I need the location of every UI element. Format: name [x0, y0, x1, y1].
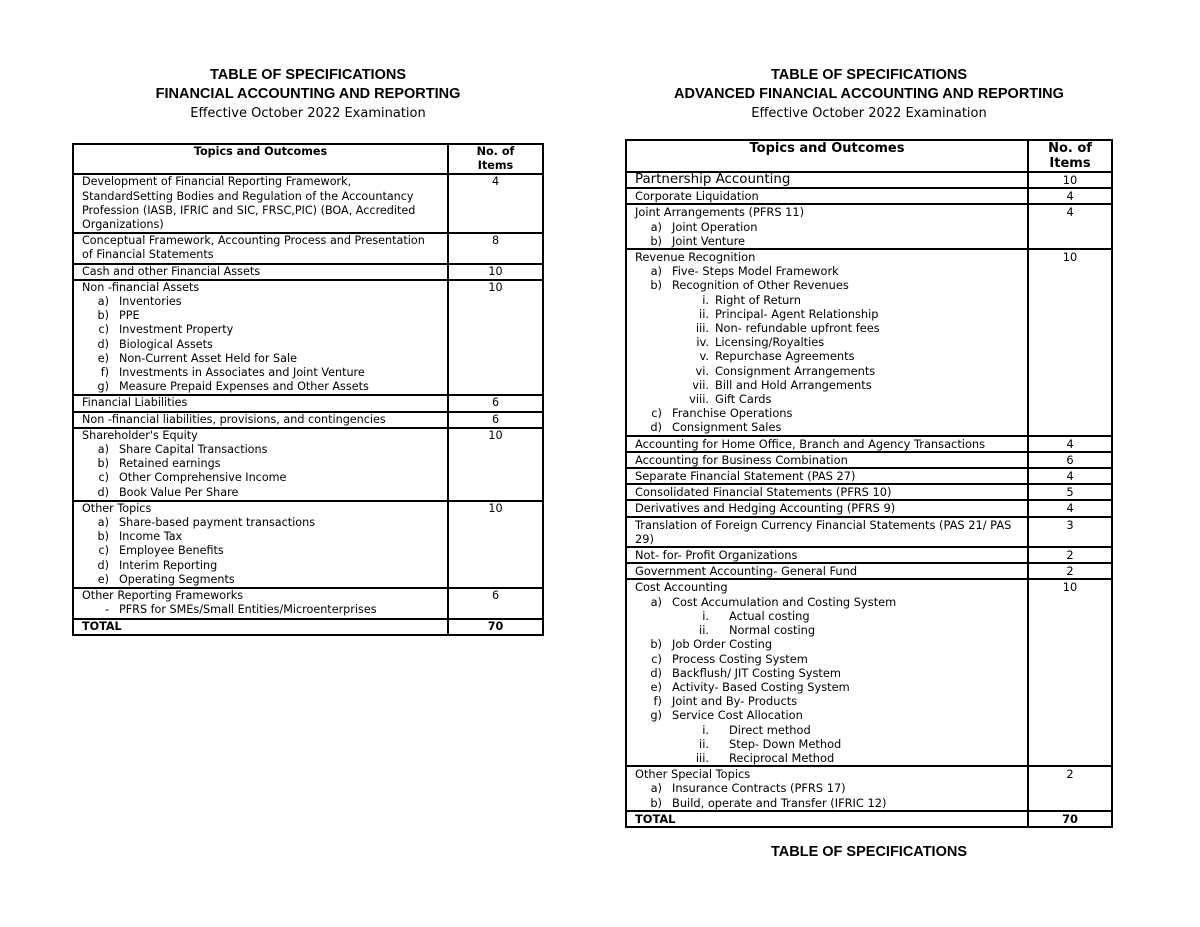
topic-cell	[626, 436, 1028, 452]
subtopic-label: Backflush/ JIT Costing System	[672, 665, 841, 680]
topic-title: Conceptual Framework, Accounting Process and Presentation of Financial Statements	[82, 234, 425, 262]
table-row	[626, 500, 1112, 516]
subtopic-marker: e)	[650, 679, 662, 694]
subtopic-item	[635, 293, 1019, 307]
subtopic-label: Measure Prepaid Expenses and Other Assets	[119, 380, 369, 394]
subtopic-item	[635, 652, 1019, 666]
subtopic-item	[635, 637, 1019, 651]
subtopic-label: Insurance Contracts (PFRS 17)	[672, 781, 846, 796]
topic-title: Separate Financial Statement (PAS 27)	[635, 469, 856, 484]
afar-title: TABLE OF SPECIFICATIONS	[770, 67, 968, 83]
subtopic-label: Book Value Per Share	[119, 485, 239, 499]
subtopic-item	[635, 680, 1019, 694]
item-count: 2	[1028, 563, 1112, 579]
subtopic-label: PFRS for SMEs/Small Entities/Microenterprises	[119, 603, 377, 617]
subtopic-item	[635, 694, 1019, 708]
table-row	[626, 563, 1112, 579]
subtopic-label: Investments in Associates and Joint Venture	[119, 366, 365, 380]
topic-cell	[73, 395, 448, 411]
subtopic-item	[635, 751, 1019, 765]
subtopic-item	[635, 321, 1019, 335]
topic-title: Consolidated Financial Statements (PFRS 10)	[635, 485, 892, 500]
subtopic-label: Share-based payment transactions	[119, 516, 316, 530]
far-specifications-table	[72, 143, 544, 636]
table-row	[626, 766, 1112, 811]
table-row	[626, 172, 1112, 188]
subtopic-label: Income Tax	[119, 530, 183, 544]
subtopic-marker: ii.	[699, 306, 709, 321]
table-row	[626, 484, 1112, 500]
table-row	[626, 452, 1112, 468]
item-count: 6	[1028, 452, 1112, 468]
far-heading	[72, 66, 544, 123]
subtopic-marker: a)	[650, 594, 662, 609]
subtopic-marker: b)	[97, 457, 109, 471]
table-row	[73, 395, 543, 411]
total-label: TOTAL	[626, 811, 1028, 827]
subtopic-item	[635, 378, 1019, 392]
subtopic-item	[82, 309, 439, 323]
subtopic-marker: i.	[702, 292, 709, 307]
table-row	[626, 579, 1112, 766]
topic-cell	[73, 412, 448, 428]
subtopic-marker: f)	[653, 694, 662, 709]
subtopic-item	[82, 544, 439, 558]
subtopic-marker: f)	[100, 366, 109, 380]
subtopic-item	[635, 406, 1019, 420]
subtopic-marker: vii.	[692, 377, 709, 392]
subtopic-marker: c)	[98, 323, 109, 337]
table-row	[626, 468, 1112, 484]
subtopic-item	[635, 737, 1019, 751]
subtopic-marker: iv.	[696, 335, 709, 350]
table-row	[73, 280, 543, 396]
subtopic-marker: d)	[650, 420, 662, 435]
subtopic-label: Step- Down Method	[729, 736, 842, 751]
subtopic-label: Recognition of Other Revenues	[672, 278, 849, 293]
total-items: 70	[1028, 811, 1112, 827]
table-row	[73, 428, 543, 501]
subtopic-label: Gift Cards	[715, 392, 772, 407]
subtopic-item	[82, 603, 439, 617]
item-count: 2	[1028, 766, 1112, 811]
subtopic-label: Interim Reporting	[119, 558, 218, 572]
subtopic-item	[82, 471, 439, 485]
subtopic-marker: b)	[97, 309, 109, 323]
item-count: 4	[1028, 188, 1112, 204]
topic-cell	[626, 500, 1028, 516]
total-label: TOTAL	[73, 619, 448, 635]
subtopic-label: Retained earnings	[119, 457, 221, 471]
subtopic-marker: a)	[97, 443, 109, 457]
subtopic-label: Bill and Hold Arrangements	[715, 377, 872, 392]
table-row	[73, 412, 543, 428]
total-items: 70	[448, 619, 543, 635]
topic-title: Other Topics	[82, 501, 152, 515]
subtopic-label: Direct method	[729, 722, 811, 737]
subtopic-label: Operating Segments	[119, 572, 235, 586]
topic-title: Corporate Liquidation	[635, 189, 759, 204]
item-count: 6	[448, 412, 543, 428]
topic-title: Government Accounting- General Fund	[635, 564, 858, 579]
subtopic-item	[82, 338, 439, 352]
topic-cell	[626, 188, 1028, 204]
subtopic-item	[82, 380, 439, 394]
subtopic-label: Normal costing	[729, 623, 816, 638]
subtopic-marker: v.	[699, 349, 709, 364]
subtopic-label: Licensing/Royalties	[715, 335, 825, 350]
table-row	[73, 264, 543, 280]
subtopic-label: Employee Benefits	[119, 544, 224, 558]
subtopic-item	[82, 486, 439, 500]
table-row	[73, 233, 543, 263]
subtopic-marker: b)	[97, 530, 109, 544]
subtopic-marker: iii.	[695, 321, 709, 336]
far-section	[72, 66, 544, 636]
topic-title: Other Reporting Frameworks	[82, 589, 244, 603]
total-row	[73, 619, 543, 635]
table-row	[626, 188, 1112, 204]
subtopic-marker: c)	[98, 471, 109, 485]
item-count: 8	[448, 233, 543, 263]
subtopic-label: Non- refundable upfront fees	[715, 321, 880, 336]
subtopic-item	[82, 295, 439, 309]
item-count: 4	[1028, 468, 1112, 484]
topic-cell	[626, 452, 1028, 468]
topic-title: Not- for- Profit Organizations	[635, 548, 798, 563]
item-count: 10	[1028, 249, 1112, 436]
topic-cell	[73, 264, 448, 280]
subtopic-label: Franchise Operations	[672, 406, 793, 421]
subtopic-item	[82, 352, 439, 366]
topic-cell	[626, 579, 1028, 766]
topic-cell	[73, 280, 448, 396]
topic-cell	[626, 517, 1028, 547]
subtopic-marker: a)	[97, 295, 109, 309]
table-header-row	[73, 144, 543, 174]
item-count: 10	[1028, 579, 1112, 766]
subtopic-marker: g)	[650, 708, 662, 723]
subtopic-item	[635, 264, 1019, 278]
total-row	[626, 811, 1112, 827]
item-count: 10	[448, 428, 543, 501]
afar-heading	[625, 66, 1113, 123]
subtopic-marker: g)	[97, 380, 109, 394]
subtopic-marker: -	[104, 603, 109, 617]
subtopic-label: PPE	[119, 309, 140, 323]
subtopic-marker: d)	[97, 337, 109, 351]
subtopic-label: Service Cost Allocation	[672, 708, 803, 723]
topic-cell	[626, 172, 1028, 188]
subtopic-label: Process Costing System	[672, 651, 808, 666]
topic-cell	[626, 766, 1028, 811]
subtopic-label: Joint Operation	[672, 219, 758, 234]
subtopic-item	[635, 349, 1019, 363]
subtopic-marker: iii.	[695, 750, 709, 765]
subtopic-label: Inventories	[119, 295, 182, 309]
subtopic-item	[635, 595, 1019, 609]
table-row	[626, 436, 1112, 452]
topic-title: Non -financial Assets	[82, 280, 200, 294]
table-row	[73, 588, 543, 618]
subtopic-item	[635, 723, 1019, 737]
topic-title: Shareholder's Equity	[82, 428, 198, 442]
subtopic-marker: b)	[650, 795, 662, 810]
subtopic-marker: i.	[702, 608, 709, 623]
subtopic-item	[635, 364, 1019, 378]
subtopic-item	[82, 573, 439, 587]
topic-cell	[73, 233, 448, 263]
subtopic-marker: a)	[650, 219, 662, 234]
subtopic-label: Joint Venture	[672, 233, 746, 248]
subtopic-item	[635, 234, 1019, 248]
afar-table-body	[626, 172, 1112, 827]
subtopic-marker: c)	[98, 544, 109, 558]
topic-title: Accounting for Business Combination	[635, 452, 848, 467]
topic-cell	[626, 563, 1028, 579]
topic-cell	[73, 428, 448, 501]
subtopic-label: Consignment Arrangements	[715, 363, 876, 378]
item-count: 2	[1028, 547, 1112, 563]
subtopic-marker: i.	[702, 722, 709, 737]
topic-title: Cash and other Financial Assets	[82, 264, 261, 278]
subtopic-label: Principal- Agent Relationship	[715, 306, 879, 321]
table-row	[626, 204, 1112, 249]
topic-title: Joint Arrangements (PFRS 11)	[635, 205, 805, 220]
subtopic-item	[635, 307, 1019, 321]
subtopic-label: Reciprocal Method	[729, 750, 835, 765]
item-count: 4	[1028, 436, 1112, 452]
afar-effective-date: Effective October 2022 Examination	[751, 106, 987, 121]
far-effective-date: Effective October 2022 Examination	[190, 106, 426, 121]
topic-title: Derivatives and Hedging Accounting (PFRS 9)	[635, 501, 896, 516]
item-count: 10	[1028, 172, 1112, 188]
subtopic-item	[635, 609, 1019, 623]
table-row	[73, 501, 543, 588]
subtopic-item	[635, 335, 1019, 349]
item-count: 4	[1028, 204, 1112, 249]
subtopic-item	[82, 457, 439, 471]
far-table-body	[73, 174, 543, 634]
subtopic-item	[635, 220, 1019, 234]
item-count: 10	[448, 501, 543, 588]
next-page-title: TABLE OF SPECIFICATIONS	[770, 844, 968, 860]
subtopic-item	[82, 366, 439, 380]
subtopic-item	[635, 420, 1019, 434]
subtopic-marker: c)	[651, 406, 662, 421]
items-column-header: No. of Items	[1028, 140, 1112, 172]
subtopic-marker: ii.	[699, 736, 709, 751]
item-count: 6	[448, 395, 543, 411]
subtopic-item	[82, 559, 439, 573]
subtopic-label: Non-Current Asset Held for Sale	[119, 351, 297, 365]
subtopic-marker: e)	[97, 572, 109, 586]
subtopic-label: Other Comprehensive Income	[119, 471, 287, 485]
subtopic-label: Joint and By- Products	[672, 694, 798, 709]
topic-cell	[626, 204, 1028, 249]
topic-title: Revenue Recognition	[635, 250, 756, 265]
subtopic-marker: a)	[97, 516, 109, 530]
subtopic-marker: c)	[651, 651, 662, 666]
afar-subtitle: ADVANCED FINANCIAL ACCOUNTING AND REPORTING	[674, 86, 1064, 102]
subtopic-item	[82, 443, 439, 457]
topic-title: Translation of Foreign Currency Financial Statements (PAS 21/ PAS 29)	[635, 517, 1012, 546]
subtopic-marker: a)	[650, 264, 662, 279]
subtopic-label: Investment Property	[119, 323, 234, 337]
topic-cell	[626, 484, 1028, 500]
table-row	[73, 174, 543, 233]
subtopic-marker: d)	[650, 665, 662, 680]
subtopic-label: Actual costing	[729, 608, 810, 623]
subtopic-item	[82, 530, 439, 544]
afar-specifications-table	[625, 139, 1113, 828]
subtopic-label: Job Order Costing	[672, 637, 773, 652]
subtopic-label: Build, operate and Transfer (IFRIC 12)	[672, 795, 887, 810]
subtopic-label: Cost Accumulation and Costing System	[672, 594, 897, 609]
topic-cell	[626, 547, 1028, 563]
item-count: 6	[448, 588, 543, 618]
subtopic-label: Consignment Sales	[672, 420, 782, 435]
topic-cell	[626, 468, 1028, 484]
items-column-header: No. of Items	[448, 144, 543, 174]
subtopic-item	[82, 516, 439, 530]
subtopic-marker: ii.	[699, 623, 709, 638]
subtopic-item	[82, 323, 439, 337]
table-row	[626, 249, 1112, 436]
afar-section	[625, 66, 1113, 828]
topic-title: Development of Financial Reporting Framework, StandardSetting Bodies and Regulation of the Accountancy Profession (IASB, IFRIC and SIC, FRSC,PIC) (BOA, Accredited Organizations)	[82, 175, 416, 232]
subtopic-marker: b)	[650, 637, 662, 652]
item-count: 4	[1028, 500, 1112, 516]
topic-cell	[626, 249, 1028, 436]
subtopic-item	[635, 666, 1019, 680]
subtopic-label: Share Capital Transactions	[119, 443, 268, 457]
topic-cell	[73, 501, 448, 588]
subtopic-marker: viii.	[689, 392, 709, 407]
subtopic-label: Activity- Based Costing System	[672, 679, 850, 694]
topic-title: Partnership Accounting	[635, 172, 791, 187]
subtopic-label: Five- Steps Model Framework	[672, 264, 839, 279]
far-title: TABLE OF SPECIFICATIONS	[209, 67, 407, 83]
subtopic-label: Biological Assets	[119, 337, 213, 351]
item-count: 10	[448, 280, 543, 396]
subtopic-item	[635, 796, 1019, 810]
topic-title: Accounting for Home Office, Branch and Agency Transactions	[635, 436, 986, 451]
subtopic-marker: d)	[97, 485, 109, 499]
topic-cell	[73, 174, 448, 233]
table-header-row	[626, 140, 1112, 172]
subtopic-marker: b)	[650, 233, 662, 248]
item-count: 5	[1028, 484, 1112, 500]
table-row	[626, 547, 1112, 563]
subtopic-label: Right of Return	[715, 292, 802, 307]
subtopic-item	[635, 708, 1019, 722]
subtopic-item	[635, 278, 1019, 292]
item-count: 10	[448, 264, 543, 280]
subtopic-marker: b)	[650, 278, 662, 293]
subtopic-marker: vi.	[695, 363, 709, 378]
subtopic-marker: e)	[97, 351, 109, 365]
subtopic-label: Repurchase Agreements	[715, 349, 855, 364]
topic-title: Financial Liabilities	[82, 396, 188, 410]
subtopic-item	[635, 623, 1019, 637]
item-count: 4	[448, 174, 543, 233]
topic-title: Cost Accounting	[635, 580, 728, 595]
topic-title: Other Special Topics	[635, 767, 751, 782]
topics-column-header: Topics and Outcomes	[626, 140, 1028, 172]
table-row	[626, 517, 1112, 547]
subtopic-item	[635, 781, 1019, 795]
subtopic-marker: a)	[650, 781, 662, 796]
topic-title: Non -financial liabilities, provisions, and contingencies	[82, 412, 386, 426]
topics-column-header: Topics and Outcomes	[73, 144, 448, 174]
item-count: 3	[1028, 517, 1112, 547]
subtopic-item	[635, 392, 1019, 406]
topic-cell	[73, 588, 448, 618]
subtopic-marker: d)	[97, 558, 109, 572]
far-subtitle: FINANCIAL ACCOUNTING AND REPORTING	[155, 86, 461, 102]
